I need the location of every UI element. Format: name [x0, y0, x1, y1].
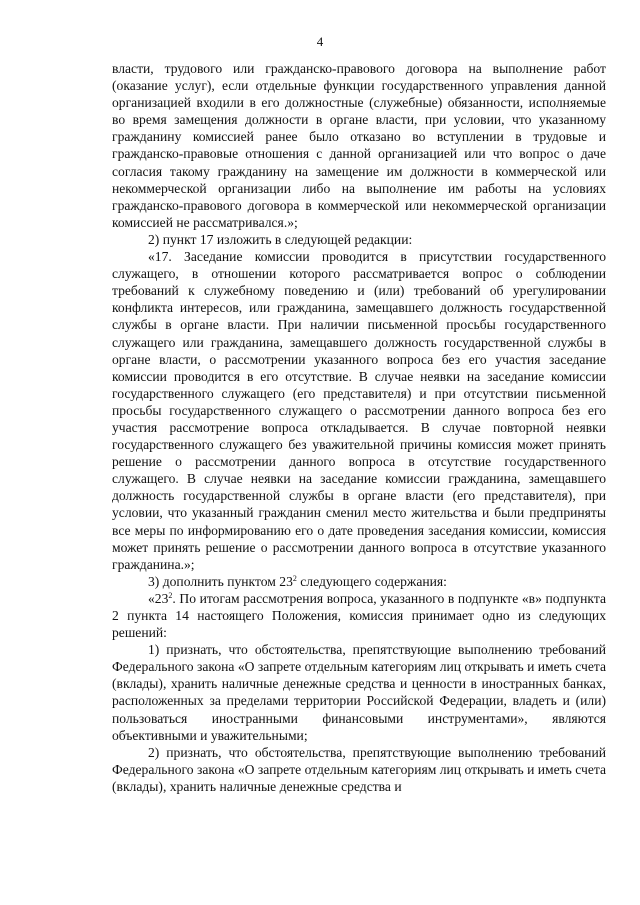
item-3-before: 3) дополнить пунктом 23 [148, 573, 293, 589]
document-body [112, 60, 606, 795]
item-3-sup: 2 [292, 573, 297, 583]
item-3-after: следующего содержания: [296, 573, 447, 589]
paragraph-clause-23-2 [112, 590, 606, 641]
paragraph-item-3 [112, 573, 606, 590]
paragraph-clause-17: «17. Заседание комиссии проводится в присутствии государственного служащего, в отношении которого рассматривается вопрос о соблюдении требований к служебному поведению и (или) требований об урегулировании конфликта интересов, или гражданина, замещавшего должность государственной службы в органе власти. При наличии письменной просьбы государственного служащего или гражданина, замещавшего должность государственной службы в органе власти, о рассмотрении указанного вопроса без его участия заседание комиссии проводится в его отсутствие. В случае неявки на заседание комиссии государственного служащего (его представителя) и при отсутствии письменной просьбы государственного служащего о рассмотрении данного вопроса без его участия рассмотрение вопроса откладывается. В случае повторной неявки государственного служащего без уважительной причины комиссия может принять решение о рассмотрении данного вопроса в отсутствие государственного служащего. В случае неявки на заседание комиссии гражданина, замещавшего должность государственной службы в органе власти (его представителя), при условии, что указанный гражданин сменил место жительства и были предприняты все меры по информированию его о дате проведения заседания комиссии, комиссия может принять решение о рассмотрении данного вопроса в отсутствие указанного гражданина.»; [112, 249, 606, 572]
paragraph-decision-1: 1) признать, что обстоятельства, препятствующие выполнению требований Федерального закона «О запрете отдельным категориям лиц открывать и иметь счета (вклады), хранить наличные денежные средства и ценности в иностранных банках, расположенных за пределами территории Российской Федерации, владеть и (или) пользоваться иностранными финансовыми инструментами», являются объективными и уважительными; [112, 642, 606, 743]
paragraph-item-2: 2) пункт 17 изложить в следующей редакции: [148, 231, 413, 247]
clause-23-2-sup: 2 [168, 590, 173, 600]
clause-23-2-after: . По итогам рассмотрения вопроса, указанного в подпункте «в» подпункта 2 пункта 14 настоящего Положения, комиссия принимает одно из следующих решений: [112, 590, 606, 641]
paragraph-continuation: власти, трудового или гражданско-правового договора на выполнение работ (оказание услуг), если отдельные функции государственного управления данной организацией входили в его должностные (служебные) обязанности, исполняемые во время замещения должности в органе власти, при условии, что указанному гражданину комиссией ранее было отказано во вступлении в трудовые и гражданско-правовые отношения с данной организацией или что вопрос о даче согласия такому гражданину на замещение им должности в коммерческой или некоммерческой организации либо на выполнение им работы на условиях гражданско-правового договора в коммерческой или некоммерческой организации комиссией не рассматривался.»; [112, 61, 606, 230]
page-number: 4 [316, 34, 324, 49]
clause-23-2-before: «23 [148, 590, 169, 606]
paragraph-decision-2: 2) признать, что обстоятельства, препятствующие выполнению требований Федерального закона «О запрете отдельным категориям лиц открывать и иметь счета (вклады), хранить наличные денежные средства и [112, 744, 606, 794]
